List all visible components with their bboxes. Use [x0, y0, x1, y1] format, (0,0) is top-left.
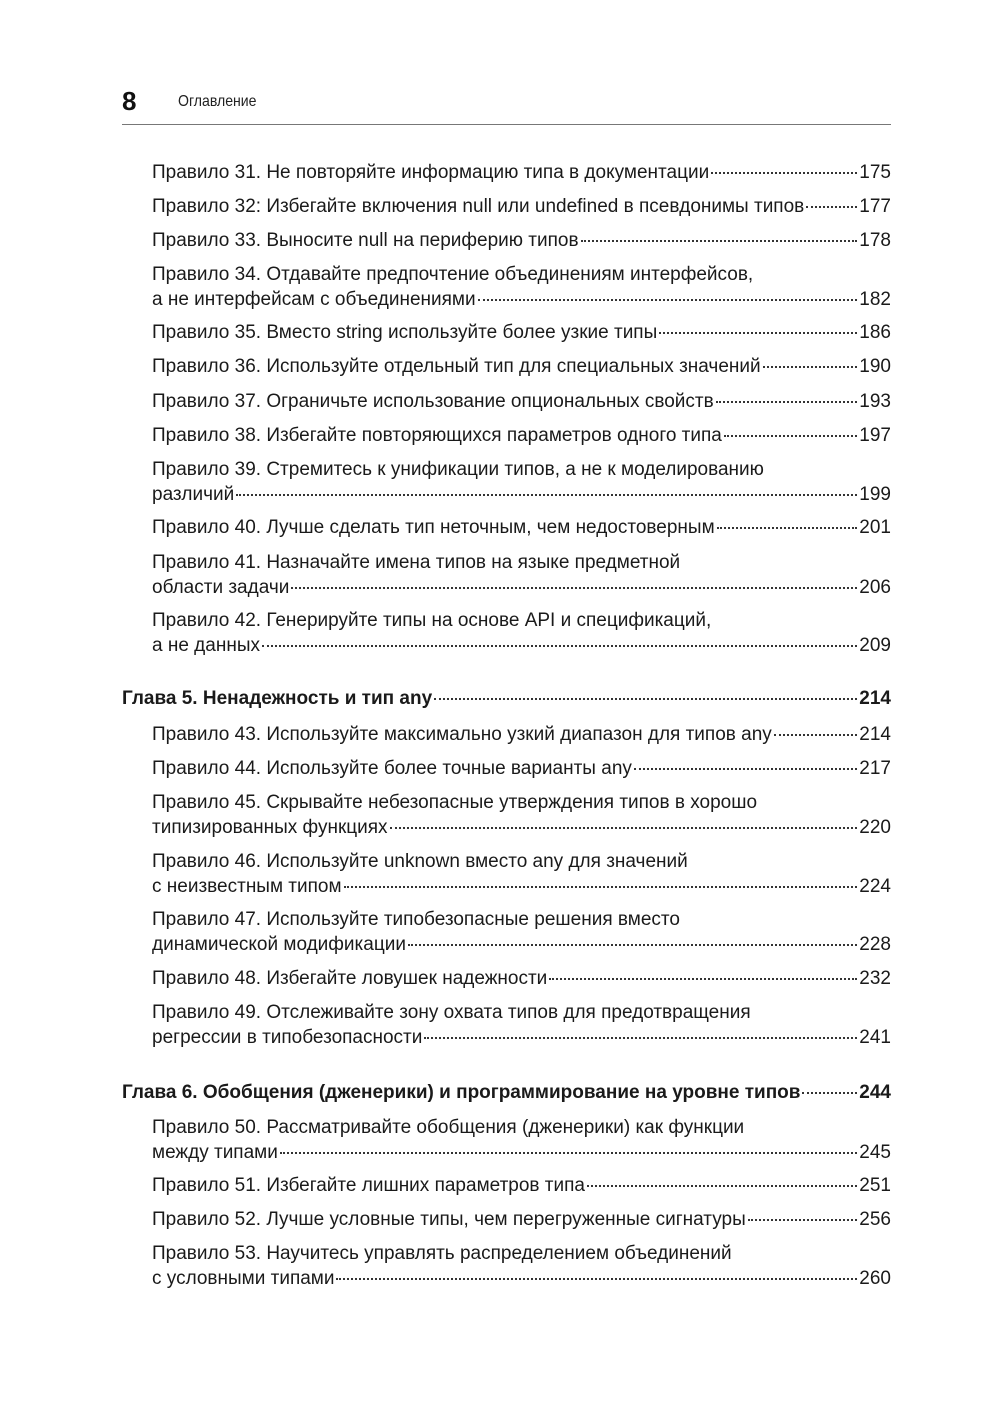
- toc-entry: [152, 966, 891, 991]
- toc-page-number: 251: [859, 1175, 891, 1196]
- toc-page-number: 178: [859, 230, 891, 251]
- page-header: [122, 86, 891, 125]
- toc-page-number: 175: [859, 162, 891, 183]
- dot-leader: [716, 401, 858, 403]
- toc-entry-title: Правило 37. Ограничьте использование опциональных свойств: [152, 391, 714, 412]
- toc-page-number: 217: [859, 758, 891, 779]
- dot-leader: [280, 1152, 857, 1154]
- toc-entry: [152, 228, 891, 253]
- dot-leader: [802, 1092, 857, 1094]
- toc-entry-title: Правило 33. Выносите null на периферию типов: [152, 230, 579, 251]
- running-title: Оглавление: [178, 93, 257, 110]
- toc-entry-title: Правило 31. Не повторяйте информацию типа в документации: [152, 162, 710, 183]
- dot-leader: [587, 1185, 857, 1187]
- toc-entry-title: Глава 5. Ненадежность и тип any: [122, 688, 433, 709]
- dot-leader: [717, 527, 858, 529]
- toc-entry-title-continued: динамической модификации: [152, 934, 406, 955]
- toc-entry-title: Правило 40. Лучше сделать тип неточным, чем недостоверным: [152, 517, 715, 538]
- dot-leader: [634, 768, 857, 770]
- toc-entry: [152, 457, 891, 507]
- toc-entry: [152, 320, 891, 345]
- toc-entry: [152, 160, 891, 185]
- toc-entry-title: Правило 38. Избегайте повторяющихся параметров одного типа: [152, 425, 722, 446]
- dot-leader: [424, 1037, 857, 1039]
- toc-page-number: 241: [859, 1027, 891, 1048]
- dot-leader: [549, 978, 857, 980]
- toc-page-number: 197: [859, 425, 891, 446]
- dot-leader: [262, 645, 857, 647]
- toc-entry: [152, 550, 891, 600]
- toc-page-number: 220: [859, 817, 891, 838]
- toc-entry-title: Правило 42. Генерируйте типы на основе API и спецификаций,: [152, 610, 712, 631]
- toc-page-number: 260: [859, 1268, 891, 1289]
- toc-entry-title: Правило 45. Скрывайте небезопасные утверждения типов в хорошо: [152, 792, 758, 813]
- toc-entry: [152, 1000, 891, 1050]
- dot-leader: [724, 435, 857, 437]
- toc-entry: [152, 262, 891, 312]
- toc-page-number: 177: [859, 196, 891, 217]
- toc-entry-title: Правило 41. Назначайте имена типов на языке предметной: [152, 552, 681, 573]
- dot-leader: [408, 944, 857, 946]
- toc-page-number: 245: [859, 1142, 891, 1163]
- toc-entry-title: Правило 51. Избегайте лишних параметров типа: [152, 1175, 585, 1196]
- toc-entry-title: Глава 6. Обобщения (дженерики) и программирование на уровне типов: [122, 1082, 801, 1103]
- toc-entry-title: Правило 46. Используйте unknown вместо any для значений: [152, 851, 688, 872]
- toc-entry: [152, 907, 891, 957]
- dot-leader: [659, 332, 857, 334]
- toc-entry: [152, 1115, 891, 1165]
- dot-leader: [336, 1278, 857, 1280]
- toc-page-number: 199: [859, 484, 891, 505]
- toc-entry: [152, 354, 891, 379]
- toc-page-number: 244: [859, 1082, 891, 1103]
- toc-page-number: 182: [859, 289, 891, 310]
- toc-entry-title-continued: типизированных функциях: [152, 817, 388, 838]
- toc-entry-title: Правило 44. Используйте более точные варианты any: [152, 758, 632, 779]
- toc-entry: [152, 1173, 891, 1198]
- dot-leader: [774, 734, 858, 736]
- dot-leader: [291, 587, 857, 589]
- toc-page-number: 224: [859, 876, 891, 897]
- toc-entry-title: Правило 50. Рассматривайте обобщения (дженерики) как функции: [152, 1117, 745, 1138]
- toc-page-number: 193: [859, 391, 891, 412]
- toc-entry-title: Правило 53. Научитесь управлять распределением объединений: [152, 1243, 732, 1264]
- toc-entry-title: Правило 43. Используйте максимально узкий диапазон для типов any: [152, 724, 772, 745]
- toc-entry: [152, 756, 891, 781]
- toc-entry: [152, 608, 891, 658]
- toc-entry-title: Правило 47. Используйте типобезопасные решения вместо: [152, 909, 680, 930]
- toc-page-number: 214: [859, 688, 891, 709]
- dot-leader: [711, 172, 857, 174]
- toc-entry: [152, 423, 891, 448]
- toc-entry-title-continued: регрессии в типобезопасности: [152, 1027, 423, 1048]
- page-number: 8: [122, 86, 137, 116]
- dot-leader: [806, 206, 857, 208]
- toc-entry-title: Правило 34. Отдавайте предпочтение объединениям интерфейсов,: [152, 264, 754, 285]
- toc-entry-title-continued: различий: [152, 484, 235, 505]
- toc-page-number: 256: [859, 1209, 891, 1230]
- toc-entry: [152, 722, 891, 747]
- toc-page-number: 228: [859, 934, 891, 955]
- toc-entry-title-continued: а не данных: [152, 635, 260, 656]
- dot-leader: [344, 886, 858, 888]
- toc-page-number: 201: [859, 517, 891, 538]
- toc-entry-title: Правило 36. Используйте отдельный тип для специальных значений: [152, 356, 761, 377]
- toc-entry-title: Правило 39. Стремитесь к унификации типов, а не к моделированию: [152, 459, 764, 480]
- toc-entry: [152, 515, 891, 540]
- dot-leader: [748, 1219, 858, 1221]
- dot-leader: [763, 366, 858, 368]
- toc-page-number: 206: [859, 577, 891, 598]
- toc-chapter: [122, 686, 891, 711]
- toc-entry: [152, 1241, 891, 1291]
- toc-entry: [152, 1207, 891, 1232]
- dot-leader: [390, 827, 858, 829]
- toc-entry-title-continued: а не интерфейсам с объединениями: [152, 289, 476, 310]
- toc-entry-title-continued: области задачи: [152, 577, 290, 598]
- dot-leader: [478, 299, 858, 301]
- dot-leader: [236, 494, 857, 496]
- toc-entry: [152, 849, 891, 899]
- toc-entry-title: Правило 32: Избегайте включения null или undefined в псевдонимы типов: [152, 196, 805, 217]
- toc-entry-title-continued: с неизвестным типом: [152, 876, 342, 897]
- toc-entry: [152, 194, 891, 219]
- toc-page-number: 209: [859, 635, 891, 656]
- toc-entry-title: Правило 49. Отслеживайте зону охвата типов для предотвращения: [152, 1002, 751, 1023]
- toc-entry-title-continued: с условными типами: [152, 1268, 335, 1289]
- toc-entry-title-continued: между типами: [152, 1142, 278, 1163]
- toc-page-number: 190: [859, 356, 891, 377]
- toc-entry-title: Правило 48. Избегайте ловушек надежности: [152, 968, 548, 989]
- toc-page-number: 186: [859, 322, 891, 343]
- dot-leader: [581, 240, 858, 242]
- toc-page-number: 232: [859, 968, 891, 989]
- toc-entry-title: Правило 52. Лучше условные типы, чем перегруженные сигнатуры: [152, 1209, 746, 1230]
- toc-entry-title: Правило 35. Вместо string используйте более узкие типы: [152, 322, 658, 343]
- toc-chapter: [122, 1080, 891, 1105]
- toc-page-number: 214: [859, 724, 891, 745]
- dot-leader: [434, 698, 857, 700]
- toc-entry: [152, 790, 891, 840]
- toc-entry: [152, 389, 891, 414]
